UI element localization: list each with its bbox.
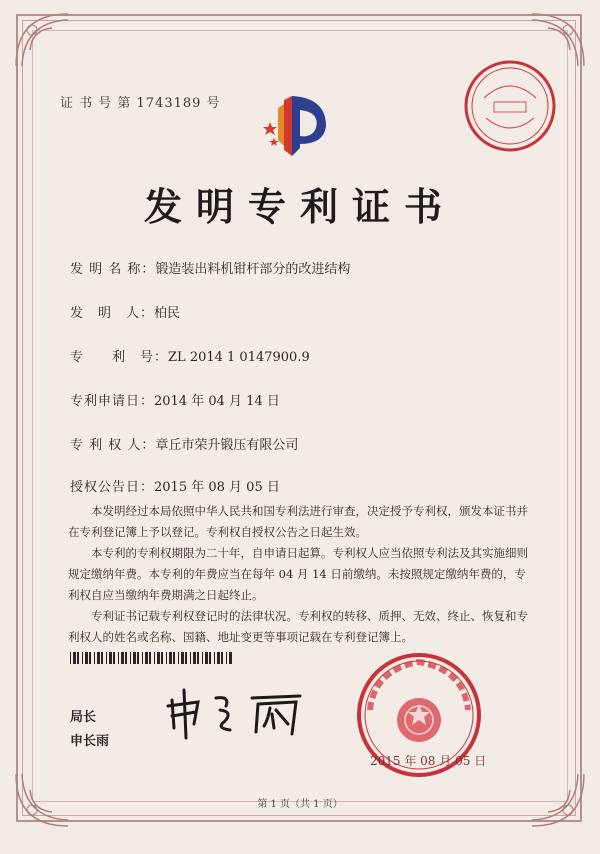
field-value: 2014 年 04 月 14 日 — [154, 394, 280, 409]
body-paragraph: 本专利的专利权期限为二十年，自申请日起算。专利权人应当依照专利法及其实施细则规定缴纳年费。本专利的年费应当在每年 04 月 14 日前缴纳。未按照规定缴纳年费的，专利权自应当缴纳年费期满之日起终止。 — [68, 546, 528, 602]
stamp-date: 2015 年 08 月 05 日 — [370, 754, 487, 768]
field-patentee — [70, 434, 298, 453]
field-application-date — [70, 390, 280, 409]
field-value: 锻造装出料机钳杆部分的改进结构 — [155, 262, 351, 277]
field-label: 专 利 权 人： — [70, 438, 156, 453]
signatory-name: 申长雨 — [70, 734, 110, 749]
field-label: 发 明 名 称： — [70, 262, 156, 277]
field-value: 章丘市荣升锻压有限公司 — [155, 438, 299, 453]
field-patent-number — [70, 346, 310, 365]
barcode — [70, 652, 232, 664]
document-title: 发明专利证书 — [143, 184, 456, 229]
body-paragraph: 专利证书记载专利权登记时的法律状况。专利权的转移、质押、无效、终止、恢复和专利权人的姓名或名称、国籍、地址变更等事项记载在专利登记簿上。 — [68, 609, 528, 644]
signatory-role: 局长 — [70, 710, 97, 725]
field-label: 专 利 号： — [70, 350, 169, 365]
page-footer: 第 1 页（共 1 页） — [257, 799, 343, 810]
patent-office-logo — [262, 90, 334, 162]
handwritten-signature — [160, 684, 310, 740]
field-label: 专利申请日： — [70, 394, 155, 409]
certificate-body — [68, 501, 530, 648]
field-value: 柏民 — [154, 306, 181, 321]
field-inventor — [70, 302, 180, 321]
field-grant-date — [70, 476, 280, 495]
field-invention-name — [70, 258, 350, 277]
field-label: 授权公告日： — [70, 480, 155, 495]
field-value: ZL 2014 1 0147900.9 — [168, 350, 310, 365]
field-value: 2015 年 08 月 05 日 — [154, 480, 280, 495]
agency-seal — [462, 58, 558, 154]
field-label: 发 明 人： — [70, 306, 155, 321]
corner-ornament — [12, 10, 72, 70]
certificate-number: 证 书 号 第 1743189 号 — [60, 96, 221, 111]
body-paragraph: 本发明经过本局依照中华人民共和国专利法进行审查，决定授予专利权，颁发本证书并在专利登记簿上予以登记。专利权自授权公告之日起生效。 — [68, 504, 528, 539]
